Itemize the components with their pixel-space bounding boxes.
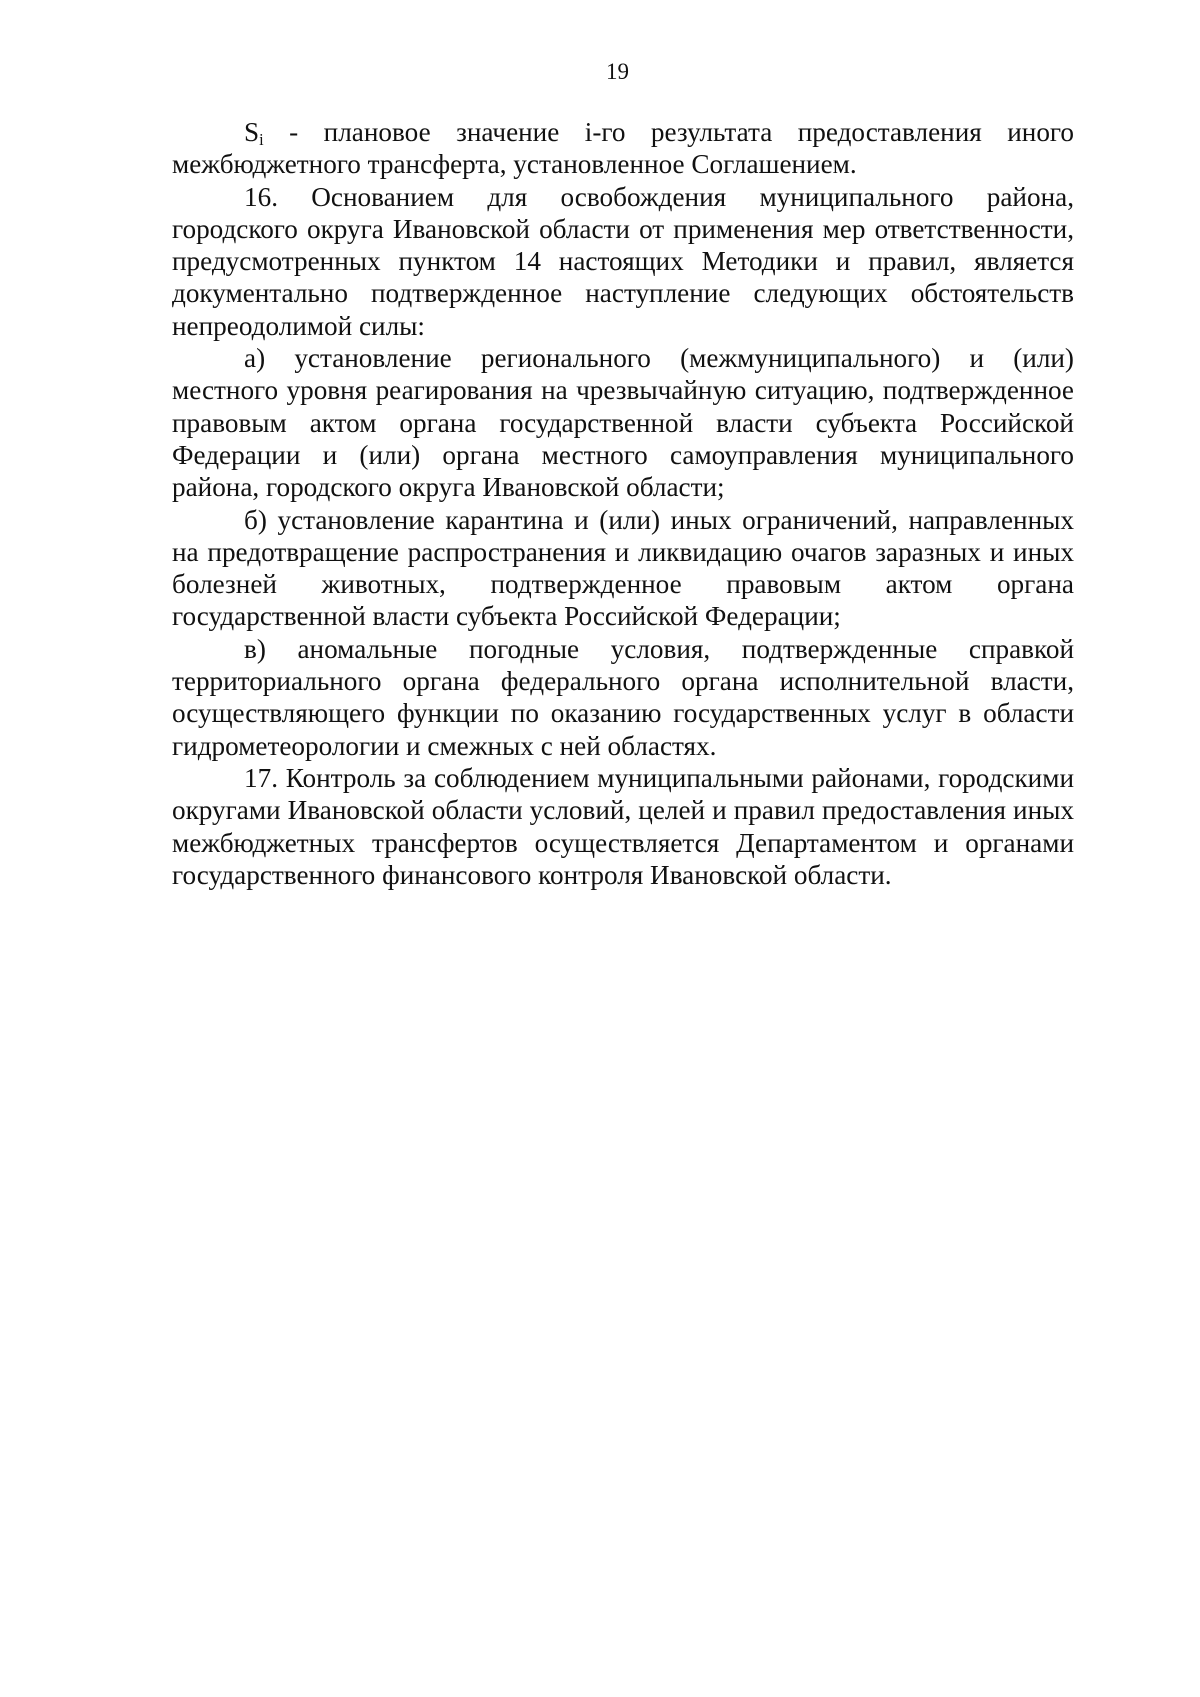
- formula-symbol-letter: S: [244, 117, 260, 147]
- paragraph-16: 16. Основанием для освобождения муниципального района, городского округа Ивановской области от применения мер ответственности, предусмотренных пунктом 14 настоящих Методики и правил, является документально подтвержденное наступление следующих обстоятельств непреодолимой силы:: [172, 181, 1074, 341]
- subparagraph-b: б) установление карантина и (или) иных ограничений, направленных на предотвращение распространения и ликвидацию очагов заразных и иных болезней животных, подтвержденное правовым актом органа государственной власти субъекта Российской Федерации;: [172, 504, 1074, 632]
- subparagraph-a: а) установление регионального (межмуниципального) и (или) местного уровня реагирования на чрезвычайную ситуацию, подтвержденное правовым актом органа государственной власти субъекта Российской Федерации и (или) органа местного самоуправления муниципального района, городского округа Ивановской области;: [172, 343, 1074, 503]
- subparagraph-v: в) аномальные погодные условия, подтвержденные справкой территориального органа федерального органа исполнительной власти, осуществляющего функции по оказанию государственных услуг в области гидрометеорологии и смежных с ней областях.: [172, 633, 1074, 761]
- formula-symbol-subscript: i: [259, 130, 264, 150]
- formula-legend-paragraph: [172, 116, 1074, 181]
- formula-symbol: [244, 117, 264, 150]
- document-body: [172, 116, 1074, 891]
- paragraph-17: 17. Контроль за соблюдением муниципальными районами, городскими округами Ивановской области условий, целей и правил предоставления иных межбюджетных трансфертов осуществляется Департаментом и органами государственного финансового контроля Ивановской области.: [172, 762, 1074, 890]
- formula-legend-text: - плановое значение i-го результата предоставления иного межбюджетного трансферта, установленное Соглашением.: [172, 117, 1074, 180]
- page-number: 19: [606, 59, 629, 84]
